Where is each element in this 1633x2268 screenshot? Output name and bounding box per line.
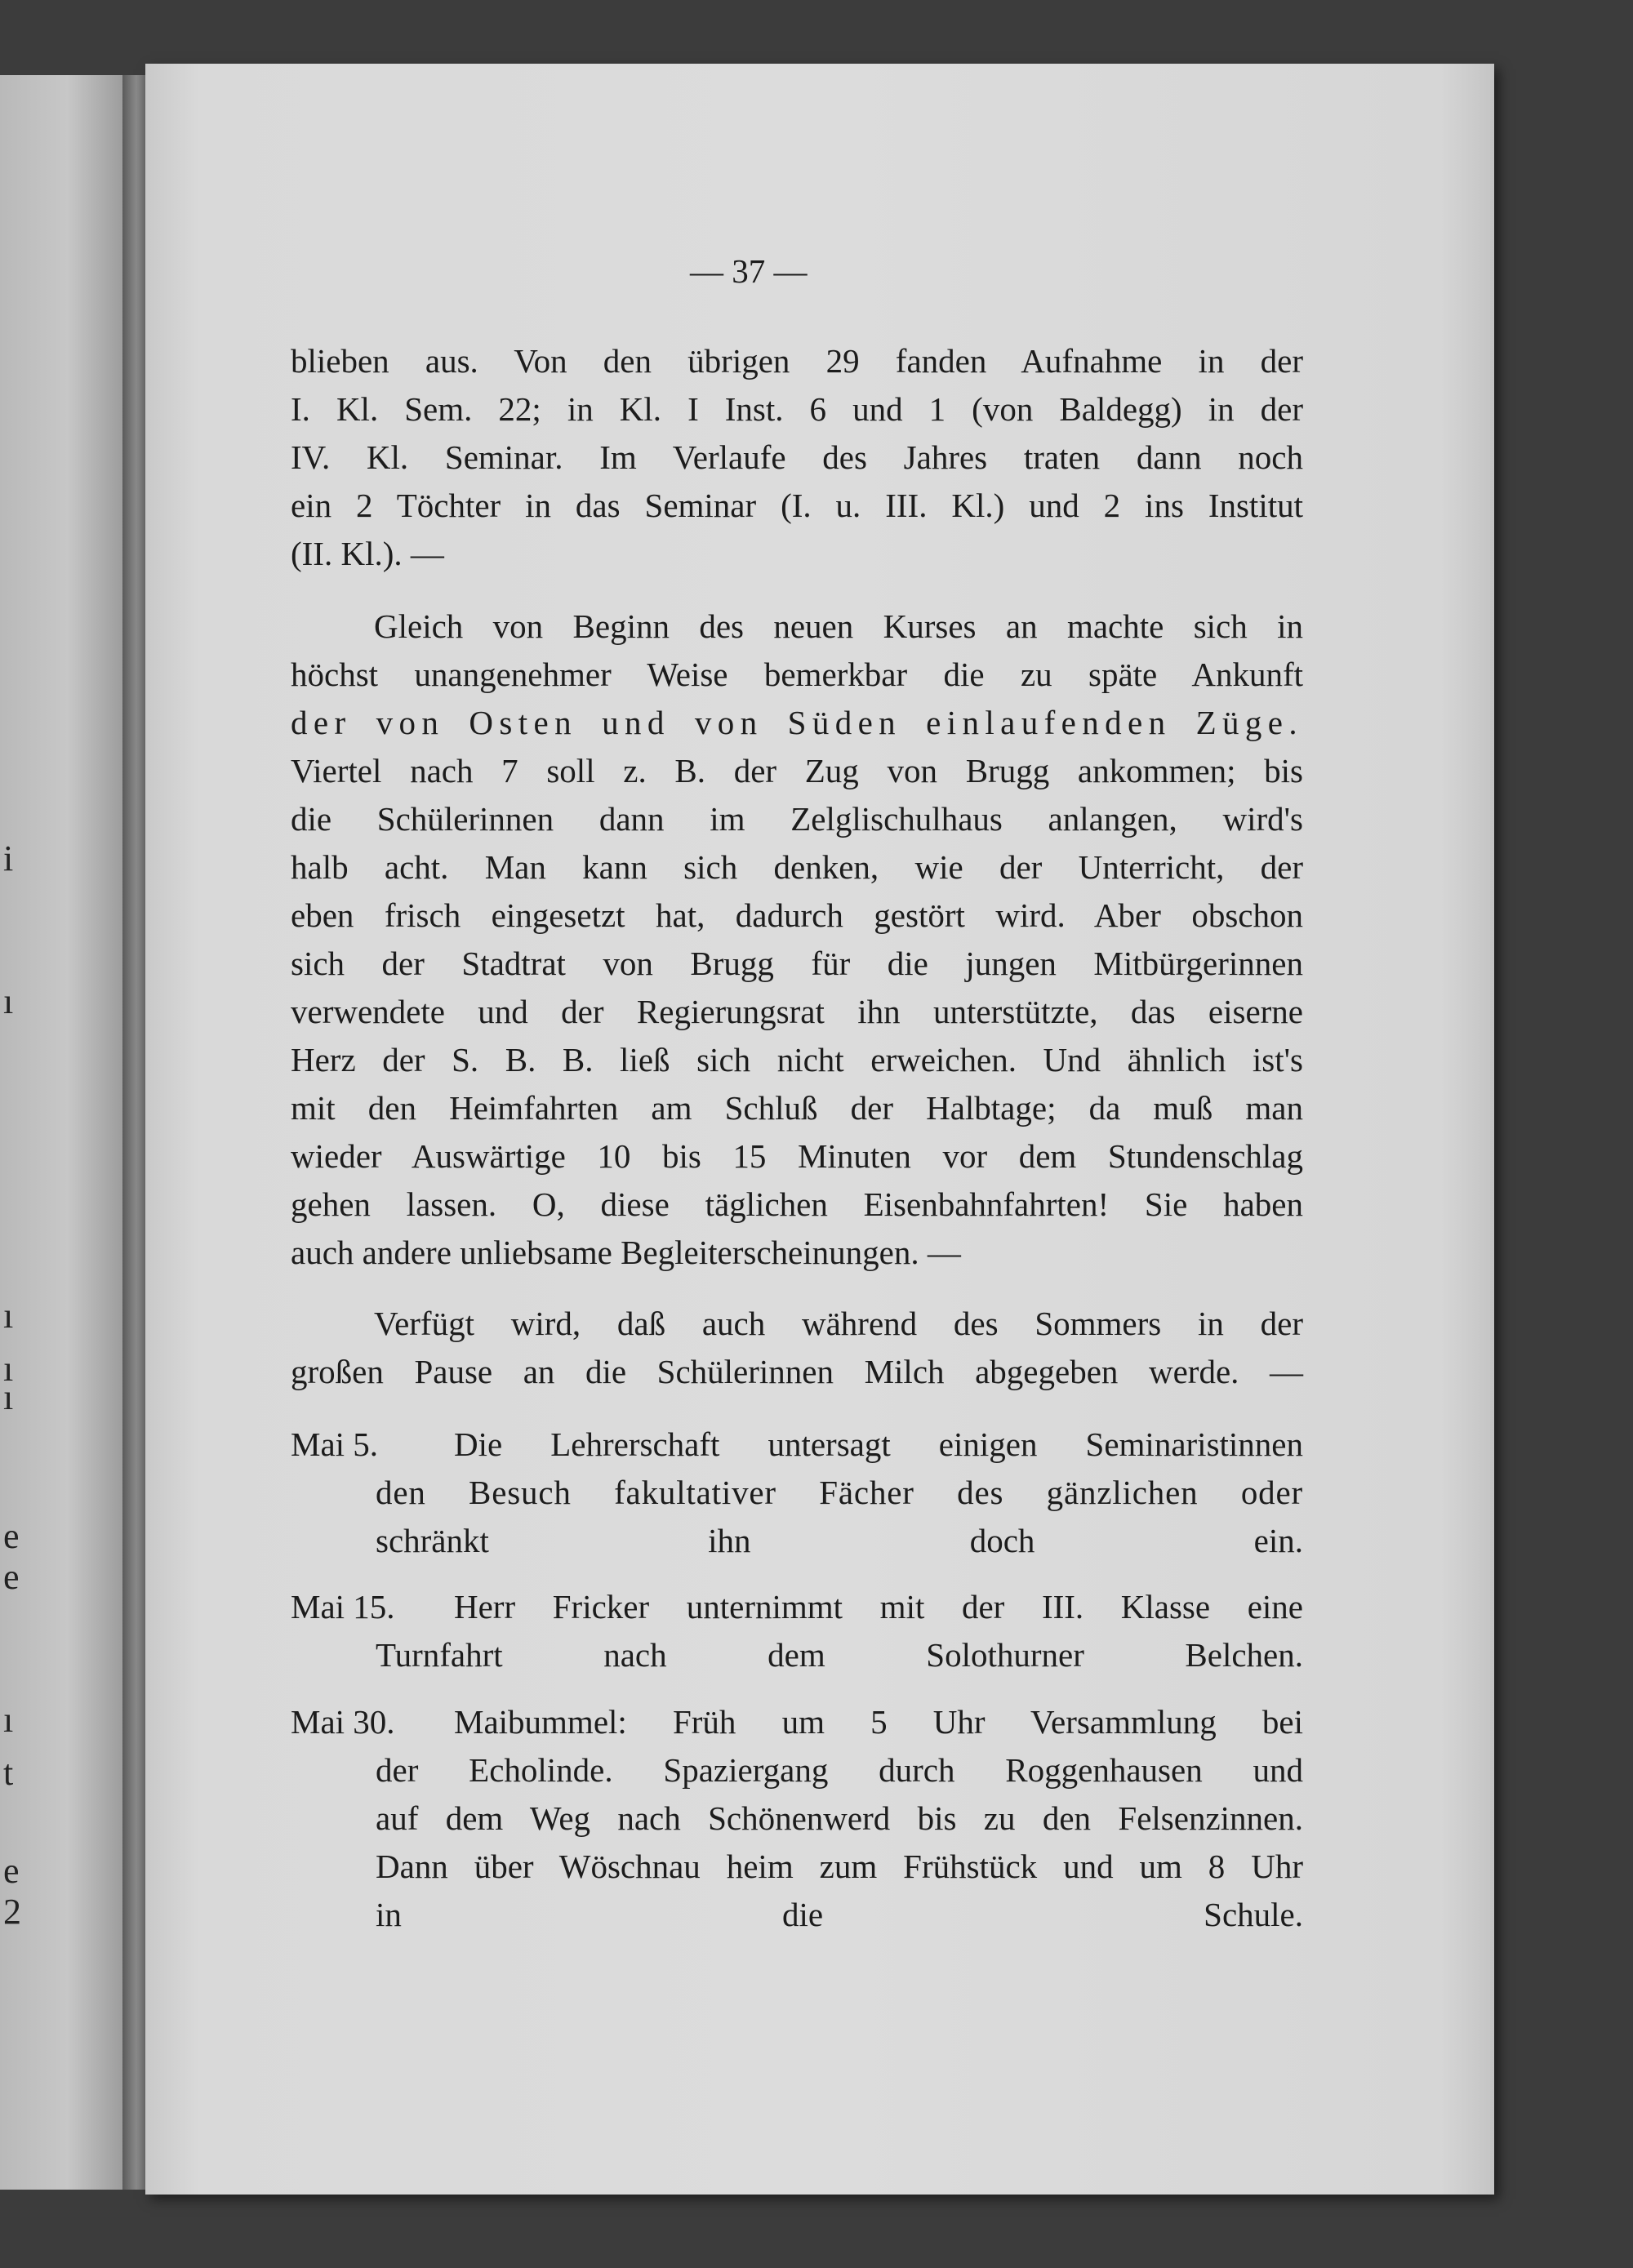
paragraph-line: blieben aus. Von den übrigen 29 fanden Aufnahme in der: [291, 342, 1303, 380]
paragraph-line: Gleich von Beginn des neuen Kurses an machte sich in: [374, 607, 1303, 645]
entry-line: den Besuch fakultativer Fächer des gänzlichen oder: [376, 1474, 1303, 1511]
margin-fragment: ı: [3, 1700, 14, 1740]
paragraph-line: IV. Kl. Seminar. Im Verlaufe des Jahres traten dann noch: [291, 438, 1303, 476]
paragraph-line: auch andere unliebsame Begleiterscheinungen. —: [291, 1234, 961, 1271]
paragraph-line: der von Osten und von Süden einlaufenden Züge.: [291, 704, 1303, 741]
margin-fragment: e: [3, 1516, 20, 1556]
margin-fragment: i: [3, 838, 14, 878]
margin-fragment: ı: [3, 981, 14, 1021]
paragraph-line: Verfügt wird, daß auch während des Sommers in der: [374, 1305, 1303, 1342]
paragraph-line: verwendete und der Regierungsrat ihn unterstützte, das eiserne: [291, 993, 1303, 1030]
margin-fragment: e: [3, 1851, 20, 1891]
page-number: — 37 —: [690, 252, 808, 290]
margin-fragment: t: [3, 1753, 14, 1793]
entry-line: in die Schule.: [376, 1896, 1303, 1933]
paragraph-line: gehen lassen. O, diese täglichen Eisenbahnfahrten! Sie haben: [291, 1185, 1303, 1223]
paragraph-line: sich der Stadtrat von Brugg für die jungen Mitbürgerinnen: [291, 945, 1303, 982]
paragraph-line: Herz der S. B. B. ließ sich nicht erweichen. Und ähnlich ist's: [291, 1041, 1303, 1078]
paragraph-line: I. Kl. Sem. 22; in Kl. I Inst. 6 und 1 (von Baldegg) in der: [291, 390, 1303, 428]
margin-fragment: ı: [3, 1377, 14, 1417]
entry-line: Herr Fricker unternimmt mit der III. Klasse eine: [454, 1588, 1303, 1625]
paragraph-line: eben frisch eingesetzt hat, dadurch gestört wird. Aber obschon: [291, 896, 1303, 934]
paragraph-line: mit den Heimfahrten am Schluß der Halbtage; da muß man: [291, 1089, 1303, 1127]
entry-date: Mai 5.: [291, 1425, 379, 1463]
entry-line: auf dem Weg nach Schönenwerd bis zu den Felsenzinnen.: [376, 1799, 1303, 1837]
paragraph-line: wieder Auswärtige 10 bis 15 Minuten vor dem Stundenschlag: [291, 1137, 1303, 1175]
margin-fragment: 2: [3, 1892, 21, 1932]
paragraph-line: halb acht. Man kann sich denken, wie der Unterricht, der: [291, 848, 1303, 886]
entry-date: Mai 15.: [291, 1588, 395, 1625]
book-spine: [122, 75, 145, 2190]
entry-line: der Echolinde. Spaziergang durch Roggenhausen und: [376, 1751, 1303, 1789]
paragraph-line: großen Pause an die Schülerinnen Milch abgegeben werde. —: [291, 1353, 1303, 1390]
margin-fragment: ı: [3, 1296, 14, 1336]
margin-fragment: e: [3, 1557, 20, 1597]
paragraph-line: höchst unangenehmer Weise bemerkbar die zu späte Ankunft: [291, 656, 1303, 693]
entry-line: schränkt ihn doch ein.: [376, 1522, 1303, 1559]
paragraph-line: ein 2 Töchter in das Seminar (I. u. III. Kl.) und 2 ins Institut: [291, 487, 1303, 524]
margin-fragment: ı: [3, 1349, 14, 1389]
paragraph-line: die Schülerinnen dann im Zelglischulhaus anlangen, wird's: [291, 800, 1303, 838]
paragraph-line: (II. Kl.). —: [291, 535, 444, 572]
entry-date: Mai 30.: [291, 1703, 395, 1741]
paragraph-line: Viertel nach 7 soll z. B. der Zug von Brugg ankommen; bis: [291, 752, 1303, 789]
entry-line: Dann über Wöschnau heim zum Frühstück und um 8 Uhr: [376, 1848, 1303, 1885]
entry-line: Maibummel: Früh um 5 Uhr Versammlung bei: [454, 1703, 1303, 1741]
entry-line: Die Lehrerschaft untersagt einigen Seminaristinnen: [454, 1425, 1303, 1463]
entry-line: Turnfahrt nach dem Solothurner Belchen.: [376, 1636, 1303, 1674]
